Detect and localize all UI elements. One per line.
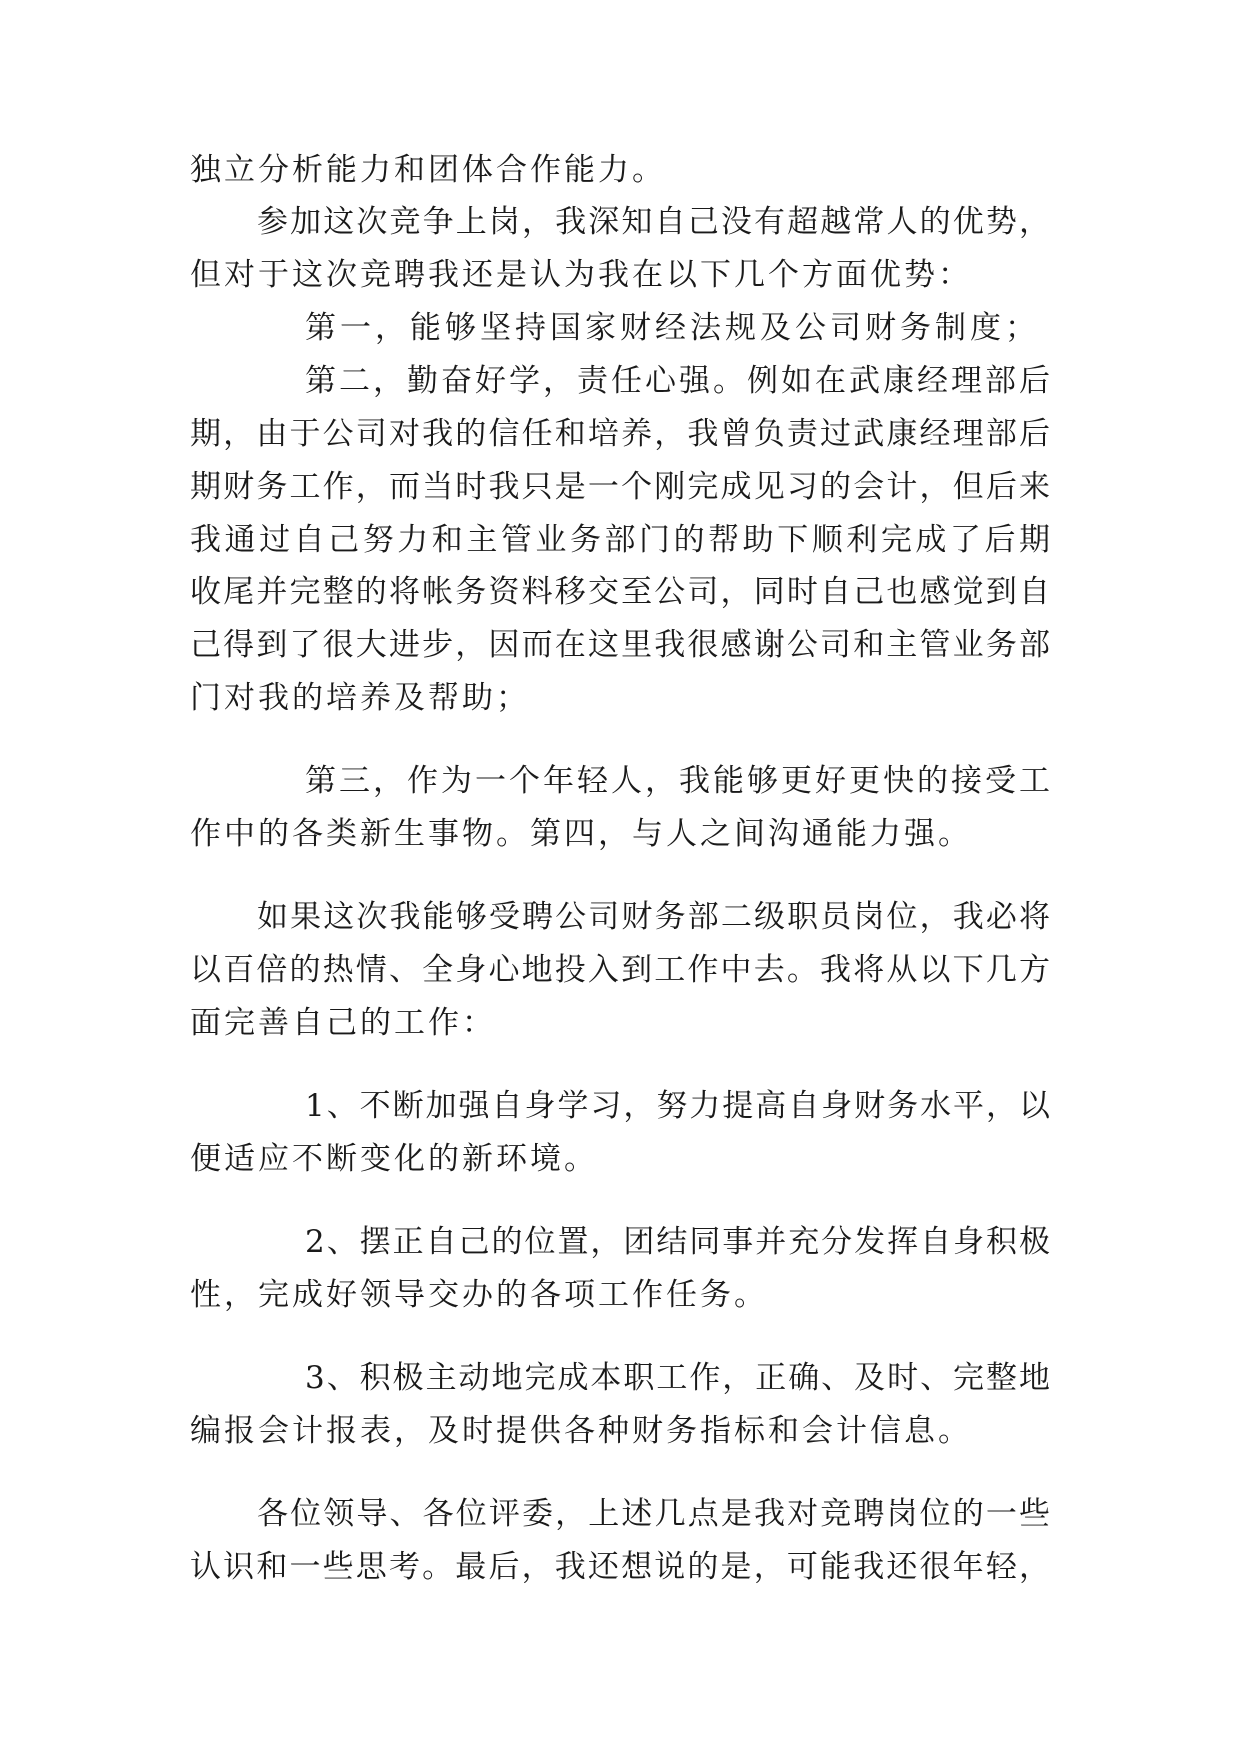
text-line-14: 如果这次我能够受聘公司财务部二级职员岗位，我必将: [257, 899, 1050, 935]
text-line-10: 己得到了很大进步，因而在这里我很感谢公司和主管业务部: [190, 627, 1050, 663]
text-line-24: 认识和一些思考。最后，我还想说的是，可能我还很年轻，: [190, 1549, 1050, 1585]
text-line-18: 便适应不断变化的新环境。: [190, 1141, 598, 1177]
text-line-12: 第三，作为一个年轻人，我能够更好更快的接受工: [305, 763, 1050, 799]
text-line-6: 期，由于公司对我的信任和培养，我曾负责过武康经理部后: [190, 416, 1050, 452]
text-line-20: 性，完成好领导交办的各项工作任务。: [190, 1277, 768, 1313]
text-line-5: 第二，勤奋好学，责任心强。例如在武康经理部后: [305, 363, 1050, 399]
text-line-7: 期财务工作，而当时我只是一个刚完成见习的会计，但后来: [190, 469, 1050, 505]
text-line-16: 面完善自己的工作：: [190, 1005, 496, 1041]
text-line-9: 收尾并完整的将帐务资料移交至公司，同时自己也感觉到自: [190, 574, 1050, 610]
text-line-23: 各位领导、各位评委，上述几点是我对竞聘岗位的一些: [257, 1496, 1050, 1532]
text-line-21: 3、积极主动地完成本职工作，正确、及时、完整地: [305, 1360, 1050, 1396]
text-line-4: 第一，能够坚持国家财经法规及公司财务制度；: [305, 310, 1040, 346]
text-line-15: 以百倍的热情、全身心地投入到工作中去。我将从以下几方: [190, 952, 1050, 988]
text-line-8: 我通过自己努力和主管业务部门的帮助下顺利完成了后期: [190, 522, 1050, 558]
text-line-2: 参加这次竞争上岗，我深知自己没有超越常人的优势，: [257, 204, 1050, 240]
text-line-19: 2、摆正自己的位置，团结同事并充分发挥自身积极: [305, 1224, 1050, 1260]
text-line-17: 1、不断加强自身学习，努力提高自身财务水平，以: [305, 1088, 1050, 1124]
text-line-11: 门对我的培养及帮助；: [190, 680, 530, 716]
text-line-1: 独立分析能力和团体合作能力。: [190, 152, 666, 188]
text-line-13: 作中的各类新生事物。第四，与人之间沟通能力强。: [190, 816, 972, 852]
text-line-3: 但对于这次竞聘我还是认为我在以下几个方面优势：: [190, 257, 972, 293]
text-line-22: 编报会计报表，及时提供各种财务指标和会计信息。: [190, 1413, 972, 1449]
